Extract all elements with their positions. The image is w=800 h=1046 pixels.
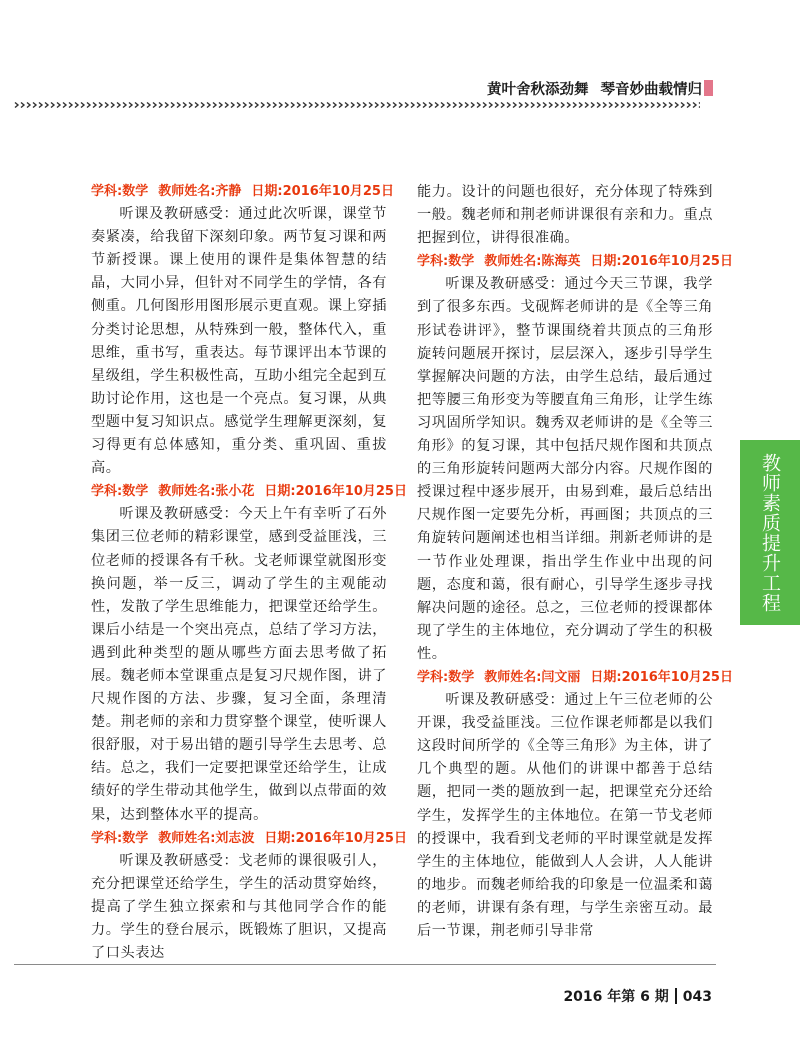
page-footer bbox=[563, 986, 712, 1006]
left-column bbox=[91, 180, 407, 965]
entry-teacher: 教师姓名:张小花 bbox=[158, 484, 255, 500]
entry-teacher: 教师姓名:闫文丽 bbox=[484, 669, 581, 685]
entry-date: 日期:2016年10月25日 bbox=[264, 830, 407, 846]
header-title-part2: 琴音妙曲载情归 bbox=[600, 82, 702, 98]
entry-date: 日期:2016年10月25日 bbox=[264, 484, 407, 500]
header-title-part1: 黄叶舍秋添劲舞 bbox=[487, 82, 589, 98]
header-dotted-rule bbox=[14, 102, 700, 108]
entry-text-liuzhibo: 听课及教研感受：戈老师的课很吸引人，充分把课堂还给学生，学生的活动贯穿始终，提高了学生独立探索和与其他同学合作的能力。学生的登台展示，既锻炼了胆识，又提高了口头表达 bbox=[91, 852, 387, 962]
header-accent-mark bbox=[704, 80, 713, 96]
entry-teacher: 教师姓名:刘志波 bbox=[158, 830, 255, 846]
entry-header-chenhaiying bbox=[417, 250, 733, 273]
entry-text-yanwenli: 听课及教研感受：通过上午三位老师的公开课，我受益匪浅。三位作课老师都是以我们这段时间所学的《全等三角形》为主体，讲了几个典型的题。从他们的讲课中都善于总结题，把同一类的题放到一起，把课堂充分还给学生，发挥学生的主体地位。在第一节戈老师的授课中，我看到戈老师的平时课堂就是发挥学生的主体地位，能做到人人会讲，人人能讲的地步。而魏老师给我的印象是一位温柔和蔼的老师，讲课有条有理，与学生亲密互动。最后一节课，荆老师引导非常 bbox=[417, 692, 713, 939]
entry-text-chenhaiying: 听课及教研感受：通过今天三节课，我学到了很多东西。戈砚辉老师讲的是《全等三角形试卷讲评》，整节课围绕着共顶点的三角形旋转问题展开探讨，层层深入，逐步引导学生掌握解决问题的方法，由学生总结，最后通过把等腰三角形变为等腰直角三角形，让学生练习巩固所学知识。魏秀双老师讲的是《全等三角形》的复习课，其中包括尺规作图和共顶点的三角形旋转问题两大部分内容。尺规作图的授课过程中逐步展开，由易到难，最后总结出尺规作图一定要先分析，再画图；共顶点的三角旋转问题阐述也相当详细。荆新老师讲的是一节作业处理课，指出学生作业中出现的问题，态度和蔼，很有耐心，引导学生逐步寻找解决问题的途径。总之，三位老师的授课都体现了学生的主体地位，充分调动了学生的积极性。 bbox=[417, 276, 713, 662]
entry-header-qijing bbox=[91, 180, 394, 203]
footer-rule bbox=[14, 964, 716, 965]
entry-subject: 学科:数学 bbox=[417, 669, 475, 685]
right-column bbox=[417, 181, 733, 943]
entry-subject: 学科:数学 bbox=[91, 184, 149, 199]
side-tab-label: 教师素质提升工程 bbox=[759, 452, 781, 613]
entry-date: 日期:2016年10月25日 bbox=[590, 254, 733, 270]
entry-date: 日期:2016年10月25日 bbox=[251, 184, 394, 199]
page-number: 043 bbox=[682, 989, 712, 1005]
entry-text-liuzhibo-continued: 能力。设计的问题也很好，充分体现了特殊到一般。魏老师和荆老师讲课很有亲和力。重点把握到位，讲得很准确。 bbox=[417, 184, 713, 247]
entry-teacher: 教师姓名:陈海英 bbox=[484, 254, 581, 270]
entry-subject: 学科:数学 bbox=[91, 830, 149, 846]
running-header-title bbox=[487, 78, 702, 99]
entry-subject: 学科:数学 bbox=[417, 254, 475, 270]
entry-text-zhangxiaohua: 听课及教研感受：今天上午有幸听了石外集团三位老师的精彩课堂，感到受益匪浅，三位老师的授课各有千秋。戈老师课堂就图形变换问题，举一反三，调动了学生的主观能动性，发散了学生思维能力，把课堂还给学生。课后小结是一个突出亮点，总结了学习方法，遇到此种类型的题从哪些方面去思考做了拓展。魏老师本堂课重点是复习尺规作图，讲了尺规作图的方法、步骤，复习全面，条理清楚。荆老师的亲和力贯穿整个课堂，使听课人很舒服，对于易出错的题引导学生去思考、总结。总之，我们一定要把课堂还给学生，让成绩好的学生带动其他学生，做到以点带面的效果，达到整体水平的提高。 bbox=[91, 506, 387, 823]
entry-subject: 学科:数学 bbox=[91, 484, 149, 500]
entry-date: 日期:2016年10月25日 bbox=[590, 669, 733, 685]
footer-separator bbox=[675, 988, 677, 1004]
section-side-tab bbox=[740, 440, 800, 625]
entry-header-yanwenli bbox=[417, 666, 733, 689]
entry-text-qijing: 听课及教研感受：通过此次听课，课堂节奏紧凑，给我留下深刻印象。两节复习课和两节新授课。课上使用的课件是集体智慧的结晶，大同小异，但针对不同学生的学情，各有侧重。几何图形用图形展示更直观。课上穿插分类讨论思想，从特殊到一般，整体代入，重思维，重书写，重表达。每节课评出本节课的星级组，学生积极性高，互助小组完全起到互助讨论作用，这也是一个亮点。复习课，从典型题中复习知识点。感觉学生理解更深刻，复习得更有总体感知，重分类、重巩固、重拔高。 bbox=[91, 206, 387, 477]
entry-header-liuzhibo bbox=[91, 827, 407, 850]
entry-teacher: 教师姓名:齐静 bbox=[158, 184, 242, 199]
entry-header-zhangxiaohua bbox=[91, 480, 407, 503]
issue-label: 2016 年第 6 期 bbox=[563, 989, 669, 1005]
